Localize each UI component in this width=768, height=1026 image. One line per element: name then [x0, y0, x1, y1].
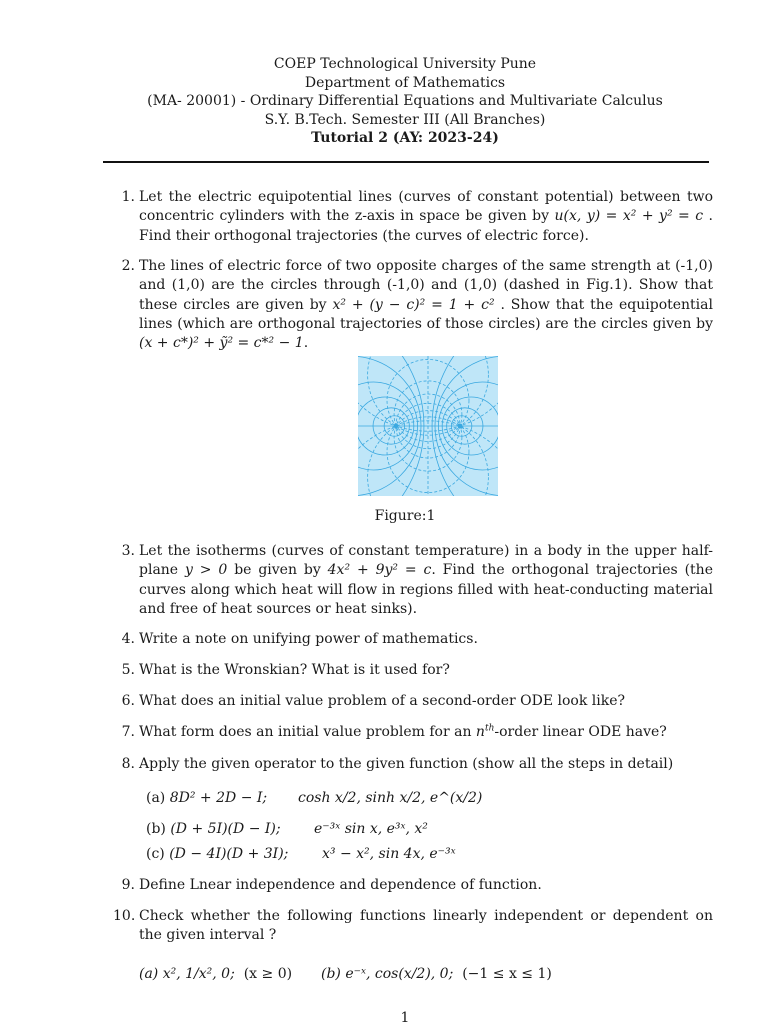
- course-title: (MA- 20001) - Ordinary Differential Equations and Multivariate Calculus: [147, 93, 663, 109]
- circle-equation: x² + (y − c)² = 1 + c²: [332, 296, 495, 313]
- question-10: 10. Check whether the following functions linearly independent or dependent on the given interval ?: [113, 908, 713, 944]
- equipotential-equation: u(x, y) = x² + y² = c: [554, 208, 704, 225]
- question-4: 4. Write a note on unifying power of mathematics.: [121, 631, 478, 647]
- university-name: COEP Technological University Pune: [273, 56, 537, 72]
- q8-part-b: (b) (D + 5I)(D − I); e⁻³ˣ sin x, e³ˣ, x²: [146, 821, 428, 837]
- header-divider: [103, 161, 709, 163]
- question-6: 6. What does an initial value problem of a second-order ODE look like?: [121, 693, 626, 709]
- document-header: [0, 55, 768, 148]
- question-7: 7. What form does an initial value problem for an $n^{th}$-order linear ODE have?: [121, 723, 667, 740]
- page-number: 1: [400, 1010, 410, 1026]
- equipotential-circles-equation: (x + c*)² + ỹ² = c*² − 1: [139, 335, 304, 352]
- question-5: 5. What is the Wronskian? What is it used for?: [121, 662, 450, 678]
- q8-part-a: (a) 8D² + 2D − I; cosh x/2, sinh x/2, e^(x/2): [146, 790, 483, 806]
- q10-part-a: (a) x², 1/x², 0; (x ≥ 0): [139, 966, 293, 982]
- q10-part-b: (b) e⁻ˣ, cos(x/2), 0; (−1 ≤ x ≤ 1): [321, 966, 552, 982]
- charge-point: [394, 424, 398, 428]
- question-8: 8. Apply the given operator to the given function (show all the steps in detail): [121, 756, 674, 772]
- department-name: Department of Mathematics: [304, 74, 506, 91]
- question-1: 1. Let the electric equipotential lines (curves of constant potential) between two concentric cylinders with the z-axis in space be given by u(x, y) = x² + y² = c . Find their orthogonal trajectories (the curves of electric force).: [121, 189, 713, 244]
- question-2: 2. The lines of electric force of two opposite charges of the same strength at (-1,0) and (1,0) are the circles through (-1,0) and (1,0) (dashed in Fig.1). Show that these circles are given by x² + (y − c)² = 1 + c² . Show that the equipotential lines (which are orthogonal trajectories of those circles) are the circles given by (x + c*)² + ỹ² = c*² − 1.: [121, 258, 713, 352]
- figure-caption: Figure:1: [374, 508, 436, 524]
- isotherm-equation: 4x² + 9y² = c: [327, 562, 432, 579]
- charge-point: [458, 424, 462, 428]
- class-info: S.Y. B.Tech. Semester III (All Branches): [264, 111, 546, 128]
- question-3: 3. Let the isotherms (curves of constant temperature) in a body in the upper half-plane y > 0 be given by 4x² + 9y² = c. Find the orthogonal trajectories (the curves along which heat will flow in regions filled with heat-conducting material and free of heat sources or heat sinks).: [121, 543, 713, 617]
- tutorial-title: Tutorial 2 (AY: 2023-24): [311, 130, 499, 146]
- field-lines-figure: [358, 356, 498, 496]
- question-9: 9. Define Lnear independence and dependence of function.: [121, 877, 542, 893]
- q8-part-c: (c) (D − 4I)(D + 3I); x³ − x², sin 4x, e⁻³ˣ: [146, 846, 456, 862]
